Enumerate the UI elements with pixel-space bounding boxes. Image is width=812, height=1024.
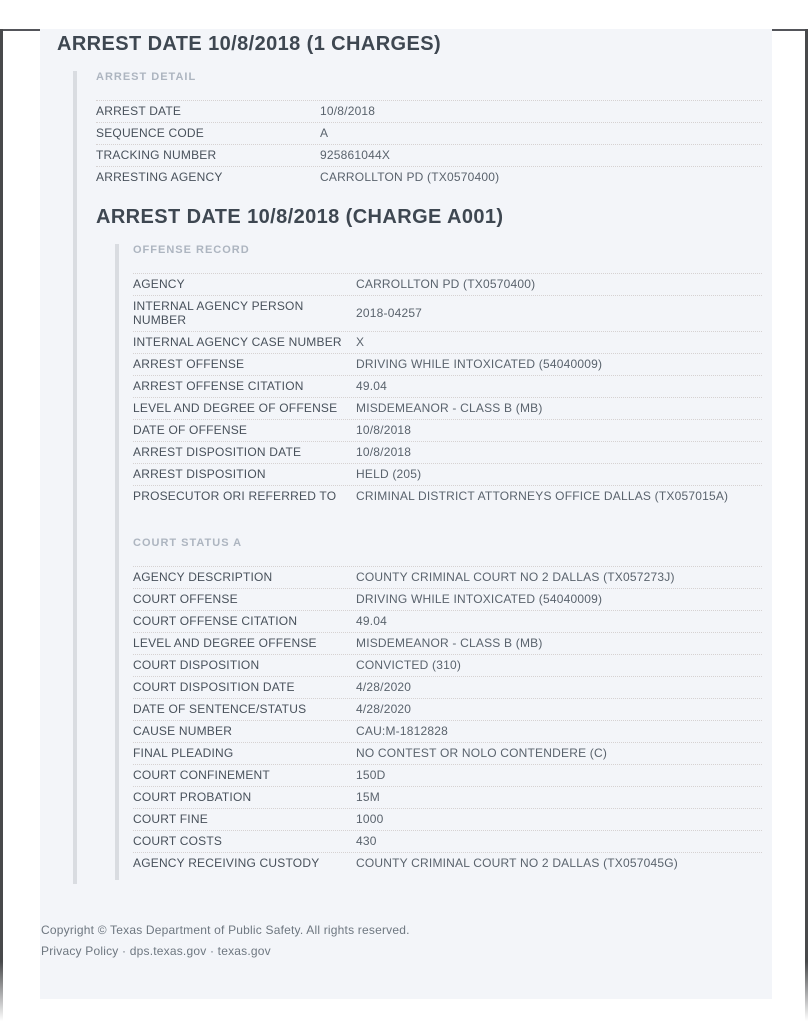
field-label: COURT DISPOSITION DATE xyxy=(133,680,295,694)
field-label: AGENCY DESCRIPTION xyxy=(133,570,273,584)
window-border-left xyxy=(0,29,3,1021)
report-card xyxy=(40,29,772,999)
record-row xyxy=(133,397,762,419)
record-row xyxy=(133,463,762,485)
field-label: FINAL PLEADING xyxy=(133,746,234,760)
record-row xyxy=(133,764,762,786)
record-row xyxy=(133,852,762,874)
record-row xyxy=(133,698,762,720)
arrest-detail-table xyxy=(96,100,762,188)
record-row xyxy=(133,273,762,295)
field-value: 150D xyxy=(356,768,386,782)
field-label: CAUSE NUMBER xyxy=(133,724,233,738)
field-value: NO CONTEST OR NOLO CONTENDERE (C) xyxy=(356,746,608,760)
field-label: INTERNAL AGENCY PERSON NUMBER xyxy=(133,299,304,327)
record-row xyxy=(133,830,762,852)
screenshot-viewport xyxy=(0,29,812,1024)
field-label: ARREST OFFENSE CITATION xyxy=(133,379,304,393)
field-label: ARREST DATE xyxy=(96,104,182,118)
footer-link-privacy-policy[interactable]: Privacy Policy xyxy=(41,944,119,958)
footer-links: Privacy Policy · dps.texas.gov · texas.gov xyxy=(41,944,271,958)
field-label: COURT PROBATION xyxy=(133,790,252,804)
field-label: COURT CONFINEMENT xyxy=(133,768,270,782)
field-value: 1000 xyxy=(356,812,384,826)
field-value: 4/28/2020 xyxy=(356,702,412,716)
field-value: DRIVING WHILE INTOXICATED (54040009) xyxy=(356,357,603,371)
copyright-text: Copyright © Texas Department of Public Safety. All rights reserved. xyxy=(41,923,410,937)
field-label: COURT FINE xyxy=(133,812,208,826)
field-value: 2018-04257 xyxy=(356,306,423,320)
record-row xyxy=(133,441,762,463)
field-value: 430 xyxy=(356,834,377,848)
field-value: A xyxy=(320,126,329,140)
field-value: HELD (205) xyxy=(356,467,422,481)
field-value: 49.04 xyxy=(356,614,388,628)
field-label: ARREST DISPOSITION DATE xyxy=(133,445,302,459)
record-row xyxy=(96,100,762,122)
field-value: 925861044X xyxy=(320,148,391,162)
field-label: ARRESTING AGENCY xyxy=(96,170,223,184)
court-status-table xyxy=(133,566,762,874)
field-value: 10/8/2018 xyxy=(320,104,376,118)
field-label: COURT DISPOSITION xyxy=(133,658,260,672)
arrest-detail-title: ARREST DETAIL xyxy=(96,71,197,83)
record-row xyxy=(133,419,762,441)
footer-link-dps-texas-gov[interactable]: dps.texas.gov xyxy=(129,944,207,958)
record-row xyxy=(133,331,762,353)
field-label: INTERNAL AGENCY CASE NUMBER xyxy=(133,335,342,349)
offense-record-table xyxy=(133,273,762,507)
field-value: MISDEMEANOR - CLASS B (MB) xyxy=(356,636,543,650)
field-label: AGENCY xyxy=(133,277,185,291)
record-row xyxy=(133,786,762,808)
field-label: LEVEL AND DEGREE OFFENSE xyxy=(133,636,317,650)
field-value: CARROLLTON PD (TX0570400) xyxy=(320,170,500,184)
arrest-section xyxy=(73,71,762,884)
field-label: DATE OF OFFENSE xyxy=(133,423,248,437)
record-row xyxy=(133,720,762,742)
record-row xyxy=(133,654,762,676)
field-label: COURT COSTS xyxy=(133,834,223,848)
field-value: X xyxy=(356,335,365,349)
field-label: LEVEL AND DEGREE OF OFFENSE xyxy=(133,401,338,415)
field-label: ARREST DISPOSITION xyxy=(133,467,266,481)
record-row xyxy=(133,375,762,397)
field-value: 4/28/2020 xyxy=(356,680,412,694)
charge-section xyxy=(115,244,762,880)
record-row xyxy=(133,588,762,610)
field-label: ARREST OFFENSE xyxy=(133,357,245,371)
record-row xyxy=(133,610,762,632)
arrest-date-heading: ARREST DATE 10/8/2018 (1 CHARGES) xyxy=(57,33,442,55)
field-value: COUNTY CRIMINAL COURT NO 2 DALLAS (TX057273J) xyxy=(356,570,675,584)
field-label: TRACKING NUMBER xyxy=(96,148,217,162)
window-border-right xyxy=(805,29,808,1021)
field-value: CARROLLTON PD (TX0570400) xyxy=(356,277,536,291)
field-label: DATE OF SENTENCE/STATUS xyxy=(133,702,307,716)
charge-heading: ARREST DATE 10/8/2018 (CHARGE A001) xyxy=(96,206,504,228)
field-label: COURT OFFENSE xyxy=(133,592,238,606)
record-row xyxy=(133,566,762,588)
record-row xyxy=(96,144,762,166)
record-row xyxy=(133,742,762,764)
field-value: 49.04 xyxy=(356,379,388,393)
record-row xyxy=(133,485,762,507)
court-status-title: COURT STATUS A xyxy=(133,537,243,549)
field-value: 10/8/2018 xyxy=(356,445,412,459)
field-value: MISDEMEANOR - CLASS B (MB) xyxy=(356,401,543,415)
record-row xyxy=(133,676,762,698)
field-value: COUNTY CRIMINAL COURT NO 2 DALLAS (TX057045G) xyxy=(356,856,678,870)
field-value: CAU:M-1812828 xyxy=(356,724,448,738)
record-row xyxy=(133,808,762,830)
record-row xyxy=(133,353,762,375)
field-label: SEQUENCE CODE xyxy=(96,126,204,140)
footer-link-texas-gov[interactable]: texas.gov xyxy=(217,944,271,958)
field-value: 15M xyxy=(356,790,380,804)
record-row xyxy=(96,122,762,144)
record-row xyxy=(96,166,762,188)
field-value: CRIMINAL DISTRICT ATTORNEYS OFFICE DALLAS (TX057015A) xyxy=(356,489,729,503)
field-value: 10/8/2018 xyxy=(356,423,412,437)
offense-record-title: OFFENSE RECORD xyxy=(133,244,250,256)
field-label: PROSECUTOR ORI REFERRED TO xyxy=(133,489,337,503)
record-row xyxy=(133,632,762,654)
field-value: CONVICTED (310) xyxy=(356,658,462,672)
record-row xyxy=(133,295,762,331)
field-label: AGENCY RECEIVING CUSTODY xyxy=(133,856,320,870)
field-value: DRIVING WHILE INTOXICATED (54040009) xyxy=(356,592,603,606)
page-footer xyxy=(41,920,772,962)
field-label: COURT OFFENSE CITATION xyxy=(133,614,298,628)
